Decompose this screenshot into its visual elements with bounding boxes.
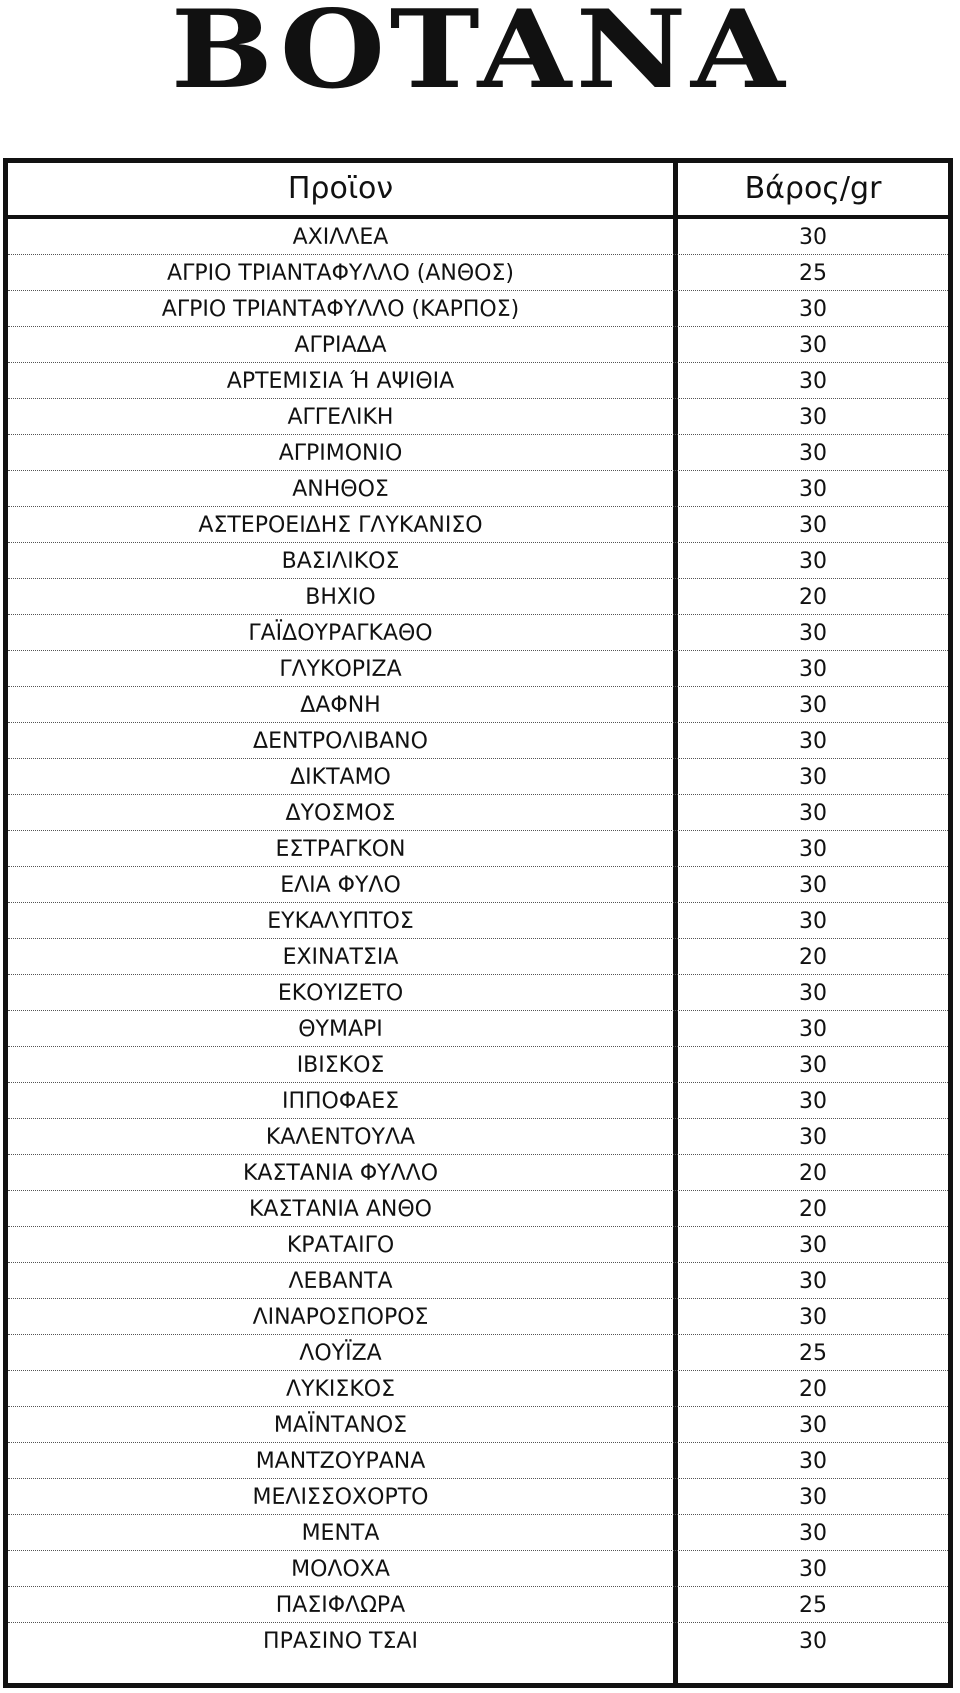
- product-weight: 30: [799, 1089, 827, 1114]
- product-weight: 30: [799, 1557, 827, 1582]
- table-row: [8, 939, 948, 975]
- product-name: ΑΓΡΙΑΔΑ: [294, 333, 387, 358]
- product-name: ΚΑΣΤΑΝΙΑ ΦΥΛΛΟ: [242, 1161, 439, 1186]
- product-name: ΜΑΝΤΖΟΥΡΑΝΑ: [255, 1449, 426, 1474]
- product-weight: 25: [799, 1341, 827, 1366]
- product-name: ΒΑΣΙΛΙΚΟΣ: [281, 549, 400, 574]
- table-body: [8, 219, 948, 1659]
- table-row: [8, 1587, 948, 1623]
- table-row: [8, 1227, 948, 1263]
- product-name: ΚΑΛΕΝΤΟΥΛΑ: [265, 1125, 416, 1150]
- table-row: [8, 1515, 948, 1551]
- table-row: [8, 507, 948, 543]
- product-weight: 30: [799, 1233, 827, 1258]
- product-name: ΔΑΦΝΗ: [300, 693, 381, 718]
- product-name: ΔΥΟΣΜΟΣ: [285, 801, 396, 826]
- table-row: [8, 1083, 948, 1119]
- table-row: [8, 687, 948, 723]
- product-weight: 30: [799, 369, 827, 394]
- product-name: ΓΑΪΔΟΥΡΑΓΚΑΘΟ: [248, 621, 433, 646]
- table-row: [8, 1371, 948, 1407]
- product-weight: 30: [799, 1017, 827, 1042]
- product-weight: 20: [799, 945, 827, 970]
- table-row: [8, 435, 948, 471]
- product-name: ΕΧΙΝΑΤΣΙΑ: [282, 945, 399, 970]
- product-weight: 30: [799, 1269, 827, 1294]
- table-row: [8, 1011, 948, 1047]
- product-weight: 30: [799, 1629, 827, 1654]
- product-name: ΛΙΝΑΡΟΣΠΟΡΟΣ: [252, 1305, 429, 1330]
- table-row: [8, 1551, 948, 1587]
- product-name: ΔΕΝΤΡΟΛΙΒΑΝΟ: [253, 729, 428, 754]
- product-weight: 30: [799, 765, 827, 790]
- table-row: [8, 651, 948, 687]
- table-row: [8, 255, 948, 291]
- product-weight: 30: [799, 1125, 827, 1150]
- header-product: Προϊον: [287, 171, 394, 206]
- table-row: [8, 795, 948, 831]
- table-row: [8, 1443, 948, 1479]
- product-name: ΛΕΒΑΝΤΑ: [288, 1269, 393, 1294]
- product-weight: 30: [799, 441, 827, 466]
- table-header: [8, 163, 948, 219]
- table-row: [8, 219, 948, 255]
- product-name: ΙΠΠΟΦΑΕΣ: [281, 1089, 400, 1114]
- table-row: [8, 723, 948, 759]
- table-row: [8, 579, 948, 615]
- product-weight: 20: [799, 585, 827, 610]
- table-row: [8, 759, 948, 795]
- product-weight: 30: [799, 837, 827, 862]
- product-name: ΒΗΧΙΟ: [305, 585, 376, 610]
- table-row: [8, 1479, 948, 1515]
- product-name: ΑΧΙΛΛΕΑ: [292, 225, 389, 250]
- product-name: ΘΥΜΑΡΙ: [298, 1017, 383, 1042]
- product-weight: 30: [799, 1521, 827, 1546]
- table-row: [8, 831, 948, 867]
- product-weight: 30: [799, 405, 827, 430]
- product-weight: 30: [799, 549, 827, 574]
- product-weight: 30: [799, 693, 827, 718]
- product-weight: 30: [799, 225, 827, 250]
- product-name: ΛΥΚΙΣΚΟΣ: [286, 1377, 395, 1402]
- product-name: ΔΙΚΤΑΜΟ: [290, 765, 391, 790]
- product-weight: 20: [799, 1161, 827, 1186]
- product-name: ΜΕΛΙΣΣΟΧΟΡΤΟ: [252, 1485, 429, 1510]
- table-row: [8, 615, 948, 651]
- product-name: ΓΛΥΚΟΡΙΖΑ: [279, 657, 402, 682]
- table-row: [8, 399, 948, 435]
- table-row: [8, 1263, 948, 1299]
- table-row: [8, 1155, 948, 1191]
- product-weight: 30: [799, 333, 827, 358]
- product-name: ΜΟΛΟΧΑ: [291, 1557, 390, 1582]
- product-weight: 30: [799, 1305, 827, 1330]
- product-weight: 30: [799, 909, 827, 934]
- table-row: [8, 1335, 948, 1371]
- table-row: [8, 867, 948, 903]
- product-weight: 25: [799, 261, 827, 286]
- product-weight: 20: [799, 1197, 827, 1222]
- product-name: ΠΡΑΣΙΝΟ ΤΣΑΙ: [263, 1629, 418, 1654]
- table-row: [8, 1299, 948, 1335]
- header-weight: Βάρος/gr: [744, 171, 882, 206]
- product-name: ΑΓΡΙΟ ΤΡΙΑΝΤΑΦΥΛΛΟ (ΚΑΡΠΟΣ): [161, 297, 520, 322]
- table-row: [8, 903, 948, 939]
- product-weight: 30: [799, 621, 827, 646]
- product-name: ΑΓΓΕΛΙΚΗ: [287, 405, 394, 430]
- product-name: ΚΑΣΤΑΝΙΑ ΑΝΘΟ: [249, 1197, 432, 1222]
- table-row: [8, 1119, 948, 1155]
- table-row: [8, 1047, 948, 1083]
- product-weight: 30: [799, 1413, 827, 1438]
- product-name: ΕΛΙΑ ΦΥΛΟ: [280, 873, 401, 898]
- product-weight: 30: [799, 1485, 827, 1510]
- product-name: ΜΕΝΤΑ: [301, 1521, 380, 1546]
- product-name: ΚΡΑΤΑΙΓΟ: [286, 1233, 395, 1258]
- table-row: [8, 1191, 948, 1227]
- product-name: ΛΟΥΪΖΑ: [299, 1341, 382, 1366]
- product-weight: 30: [799, 1449, 827, 1474]
- product-name: ΑΣΤΕΡΟΕΙΔΗΣ ΓΛΥΚΑΝΙΣΟ: [198, 513, 483, 538]
- product-weight: 25: [799, 1593, 827, 1618]
- table-row: [8, 543, 948, 579]
- table-row: [8, 975, 948, 1011]
- product-name: ΙΒΙΣΚΟΣ: [296, 1053, 385, 1078]
- product-weight: 30: [799, 477, 827, 502]
- table-row: [8, 363, 948, 399]
- product-name: ΑΓΡΙΜΟΝΙΟ: [278, 441, 403, 466]
- page-title: BOTANA: [170, 0, 790, 113]
- product-weight: 30: [799, 801, 827, 826]
- product-name: ΕΥΚΑΛΥΠΤΟΣ: [267, 909, 414, 934]
- product-name: ΑΝΗΘΟΣ: [292, 477, 389, 502]
- product-weight: 30: [799, 297, 827, 322]
- product-name: ΠΑΣΙΦΛΩΡΑ: [275, 1593, 406, 1618]
- product-name: ΑΓΡΙΟ ΤΡΙΑΝΤΑΦΥΛΛΟ (ΑΝΘΟΣ): [167, 261, 514, 286]
- product-weight: 30: [799, 657, 827, 682]
- table-row: [8, 1623, 948, 1659]
- table-row: [8, 291, 948, 327]
- product-weight: 20: [799, 1377, 827, 1402]
- product-weight: 30: [799, 1053, 827, 1078]
- herbs-table: [3, 158, 953, 1688]
- table-row: [8, 1407, 948, 1443]
- table-row: [8, 471, 948, 507]
- product-weight: 30: [799, 729, 827, 754]
- table-row: [8, 327, 948, 363]
- product-weight: 30: [799, 981, 827, 1006]
- product-weight: 30: [799, 873, 827, 898]
- product-name: ΕΣΤΡΑΓΚΟΝ: [275, 837, 406, 862]
- product-name: ΑΡΤΕΜΙΣΙΑ Ή ΑΨΙΘΙΑ: [226, 369, 455, 394]
- product-name: ΜΑΪΝΤΑΝΟΣ: [273, 1413, 408, 1438]
- product-name: ΕΚΟΥΙΖΕΤΟ: [277, 981, 404, 1006]
- product-weight: 30: [799, 513, 827, 538]
